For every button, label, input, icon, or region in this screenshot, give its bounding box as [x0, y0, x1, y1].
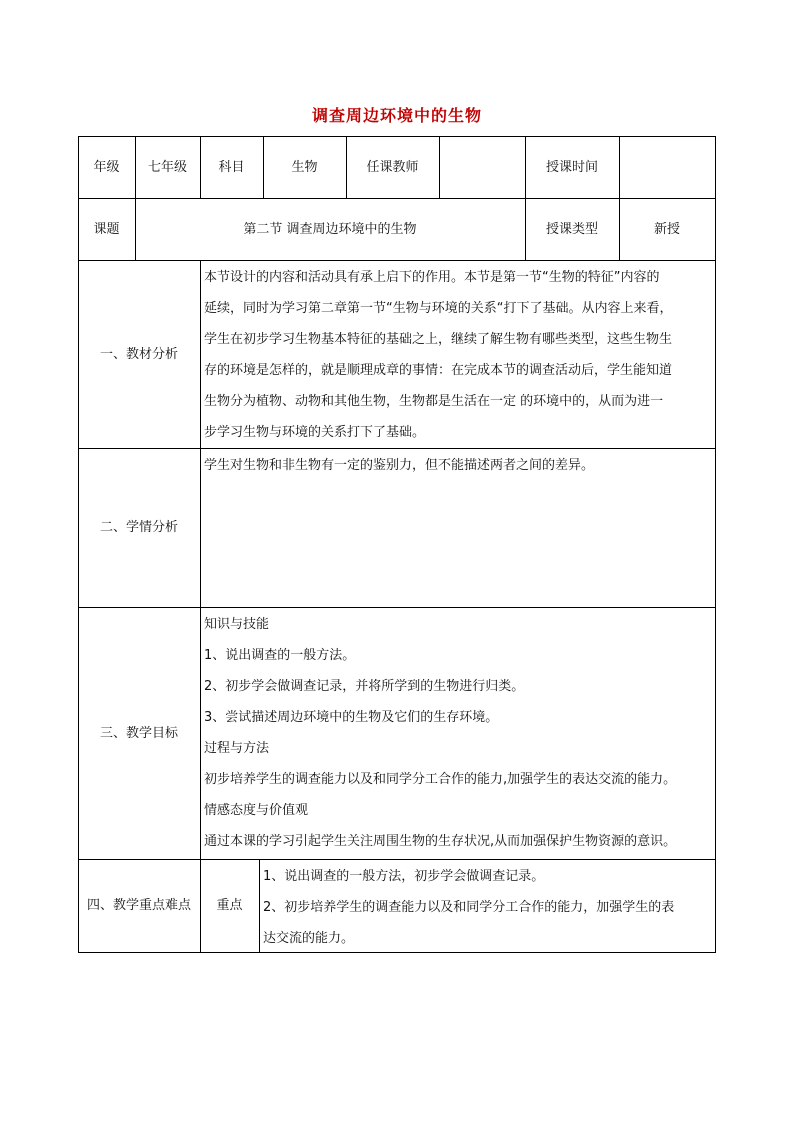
text-line: 学生对生物和非生物有一定的鉴别力，但不能描述两者之间的差异。	[204, 458, 595, 473]
text-line: 3、尝试描述周边环境中的生物及它们的生存环境。	[204, 710, 499, 725]
time-label: 授课时间	[545, 159, 598, 175]
text-line: 达交流的能力。	[263, 931, 355, 946]
teacher-label: 任课教师	[366, 159, 419, 175]
textbook-analysis-text	[200, 262, 715, 448]
lesson-type-label: 授课类型	[545, 221, 598, 237]
text-line: 生物分为植物、动物和其他生物，生物都是生活在一定 的环境中的，从而为进一	[204, 394, 664, 409]
teaching-goals-label: 三、教学目标	[99, 725, 178, 741]
goal-heading: 情感态度与价值观	[204, 803, 309, 818]
key-points-sub-label: 重点	[216, 898, 243, 913]
text-line: 1、说出调查的一般方法，初步学会做调查记录。	[263, 869, 545, 884]
goal-heading: 过程与方法	[204, 741, 270, 756]
teacher-value	[439, 136, 525, 198]
lesson-type-value: 新授	[653, 221, 680, 237]
text-line: 1、说出调查的一般方法。	[204, 648, 356, 663]
grade-value: 七年级	[147, 159, 187, 175]
student-analysis-label: 二、学情分析	[99, 520, 178, 535]
text-line: 本节设计的内容和活动具有承上启下的作用。本节是第一节“生物的特征”内容的	[204, 270, 660, 285]
text-line: 延续，同时为学习第二章第一节“生物与环境的关系“打下了基础。从内容上来看，	[204, 301, 673, 316]
goal-heading: 知识与技能	[204, 617, 270, 632]
text-line: 学生在初步学习生物基本特征的基础之上，继续了解生物有哪些类型，这些生物生	[204, 332, 673, 347]
document-title: 调查周边环境中的生物	[311, 106, 482, 125]
teaching-goals-text	[200, 609, 715, 857]
text-line: 通过本课的学习引起学生关注周围生物的生存状况,从而加强保护生物资源的意识。	[204, 834, 677, 849]
topic-label: 课题	[93, 221, 120, 237]
text-line: 初步培养学生的调查能力以及和同学分工合作的能力,加强学生的表达交流的能力。	[204, 772, 677, 787]
text-line: 存的环境是怎样的，就是顺理成章的事情：在完成本节的调查活动后，学生能知道	[204, 363, 673, 378]
text-line: 步学习生物与环境的关系打下了基础。	[204, 425, 426, 440]
topic-value: 第二节 调查周边环境中的生物	[243, 221, 417, 237]
student-analysis-text	[200, 450, 715, 481]
text-line: 2、初步培养学生的调查能力以及和同学分工合作的能力，加强学生的表	[263, 900, 675, 915]
grade-label: 年级	[93, 159, 120, 175]
textbook-analysis-label: 一、教材分析	[99, 346, 178, 362]
subject-value: 生物	[291, 159, 318, 175]
key-points-text	[259, 861, 715, 954]
subject-label: 科目	[218, 159, 245, 175]
time-value	[619, 136, 715, 198]
key-points-label: 四、教学重点难点	[86, 898, 191, 913]
text-line: 2、初步学会做调查记录，并将所学到的生物进行归类。	[204, 679, 525, 694]
